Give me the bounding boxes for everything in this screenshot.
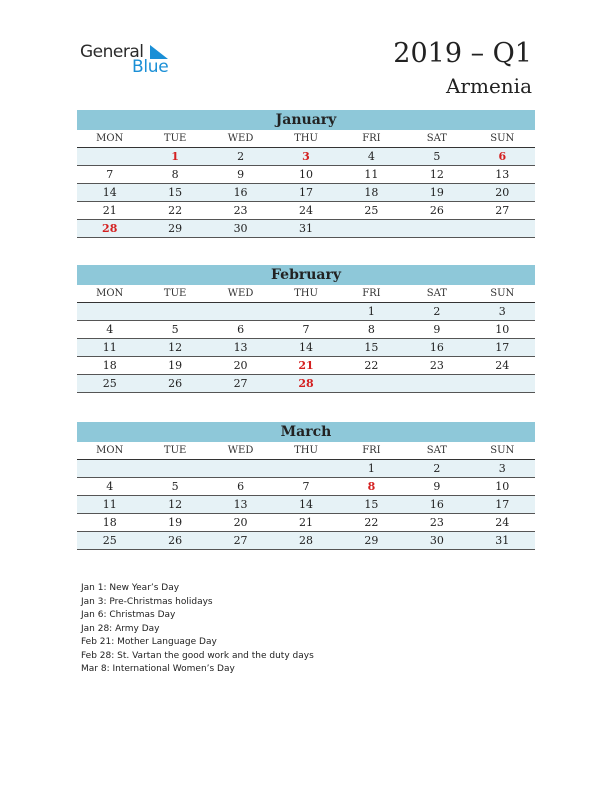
logo-text-blue: Blue xyxy=(132,57,169,77)
date-cell: 27 xyxy=(233,534,248,547)
week-row xyxy=(77,460,535,478)
date-cell: 16 xyxy=(429,341,444,354)
date-cell: 27 xyxy=(233,377,248,390)
empty-date-cell xyxy=(142,460,207,477)
date-cell: 14 xyxy=(298,498,313,511)
date-cell: 9 xyxy=(433,480,441,493)
week-row xyxy=(77,532,535,550)
weekday-label: SUN xyxy=(490,288,515,299)
weekday-label: FRI xyxy=(362,133,381,144)
empty-date-cell xyxy=(77,460,142,477)
weekday-label: TUE xyxy=(163,133,187,144)
date-cell: 20 xyxy=(233,359,248,372)
weekday-label: SUN xyxy=(490,133,515,144)
date-cell: 30 xyxy=(233,222,248,235)
empty-date-cell xyxy=(404,220,469,237)
date-cell: 23 xyxy=(233,204,248,217)
week-row xyxy=(77,184,535,202)
month-title: February xyxy=(77,265,535,285)
empty-date-cell xyxy=(77,303,142,320)
holiday-note: Feb 21: Mother Language Day xyxy=(81,637,217,647)
date-cell: 19 xyxy=(168,516,183,529)
date-cell: 26 xyxy=(168,534,183,547)
page-title: 2019 – Q1 xyxy=(393,38,532,69)
date-cell: 18 xyxy=(102,359,117,372)
date-cell: 1 xyxy=(367,305,375,318)
date-cell: 9 xyxy=(433,323,441,336)
holiday-notes xyxy=(81,582,314,677)
date-cell: 25 xyxy=(102,377,117,390)
date-cell: 22 xyxy=(364,516,379,529)
date-cell: 29 xyxy=(168,222,183,235)
week-row xyxy=(77,339,535,357)
logo-text-general: General xyxy=(80,42,144,62)
date-cell: 13 xyxy=(233,341,248,354)
date-cell: 17 xyxy=(298,186,313,199)
date-cell: 4 xyxy=(106,480,114,493)
date-cell: 26 xyxy=(168,377,183,390)
date-cell: 7 xyxy=(106,168,114,181)
date-cell: 20 xyxy=(495,186,510,199)
empty-date-cell xyxy=(339,375,404,392)
holiday-note: Jan 1: New Year’s Day xyxy=(81,583,180,593)
date-cell: 2 xyxy=(433,462,441,475)
date-cell: 19 xyxy=(168,359,183,372)
date-cell: 6 xyxy=(237,480,245,493)
week-row xyxy=(77,357,535,375)
week-row xyxy=(77,478,535,496)
date-cell: 21 xyxy=(298,516,313,529)
date-cell: 10 xyxy=(495,480,510,493)
weekday-label: MON xyxy=(96,445,124,456)
date-cell: 16 xyxy=(233,186,248,199)
holiday-note: Feb 28: St. Vartan the good work and the duty days xyxy=(81,650,314,661)
holiday-date-cell: 3 xyxy=(302,150,310,163)
date-cell: 3 xyxy=(498,305,506,318)
weekday-label: SAT xyxy=(426,445,447,456)
date-cell: 11 xyxy=(364,168,379,181)
date-cell: 20 xyxy=(233,516,248,529)
date-cell: 12 xyxy=(168,341,183,354)
empty-date-cell xyxy=(404,375,469,392)
date-cell: 25 xyxy=(102,534,117,547)
weekday-label: TUE xyxy=(163,445,187,456)
holiday-date-cell: 1 xyxy=(171,150,179,163)
date-cell: 11 xyxy=(102,341,117,354)
empty-date-cell xyxy=(470,220,535,237)
date-cell: 23 xyxy=(429,516,444,529)
date-cell: 9 xyxy=(237,168,245,181)
date-cell: 5 xyxy=(171,480,179,493)
date-cell: 21 xyxy=(102,204,117,217)
week-row xyxy=(77,148,535,166)
month-february xyxy=(77,265,535,393)
weekday-label: WED xyxy=(227,445,254,456)
month-title: March xyxy=(77,422,535,442)
weekday-label: THU xyxy=(294,445,318,456)
date-cell: 15 xyxy=(168,186,183,199)
date-cell: 18 xyxy=(102,516,117,529)
date-cell: 31 xyxy=(495,534,510,547)
date-cell: 5 xyxy=(171,323,179,336)
empty-date-cell xyxy=(208,460,273,477)
brand-logo xyxy=(80,42,180,78)
date-cell: 29 xyxy=(364,534,379,547)
holiday-note: Jan 6: Christmas Day xyxy=(81,610,176,620)
date-cell: 17 xyxy=(495,341,510,354)
week-row xyxy=(77,375,535,393)
weekday-label: SAT xyxy=(426,288,447,299)
date-cell: 22 xyxy=(364,359,379,372)
empty-date-cell xyxy=(470,375,535,392)
date-cell: 27 xyxy=(495,204,510,217)
month-title: January xyxy=(77,110,535,130)
date-cell: 8 xyxy=(367,323,375,336)
date-cell: 5 xyxy=(433,150,441,163)
holiday-date-cell: 8 xyxy=(367,480,376,493)
weekday-label: THU xyxy=(294,133,318,144)
date-cell: 2 xyxy=(433,305,441,318)
holiday-date-cell: 28 xyxy=(298,377,314,390)
date-cell: 23 xyxy=(429,359,444,372)
date-cell: 2 xyxy=(237,150,245,163)
date-cell: 16 xyxy=(429,498,444,511)
week-row xyxy=(77,166,535,184)
weekday-label: MON xyxy=(96,288,124,299)
date-cell: 4 xyxy=(106,323,114,336)
date-cell: 1 xyxy=(367,462,375,475)
weekday-label: WED xyxy=(227,288,254,299)
week-row xyxy=(77,303,535,321)
holiday-note: Mar 8: International Women’s Day xyxy=(81,664,235,674)
country-name: Armenia xyxy=(445,74,532,98)
empty-date-cell xyxy=(273,303,338,320)
empty-date-cell xyxy=(339,220,404,237)
empty-date-cell xyxy=(142,303,207,320)
weekday-label: THU xyxy=(294,288,318,299)
date-cell: 28 xyxy=(298,534,313,547)
date-cell: 15 xyxy=(364,341,379,354)
holiday-date-cell: 21 xyxy=(298,359,314,372)
date-cell: 7 xyxy=(302,480,310,493)
empty-date-cell xyxy=(77,148,142,165)
date-cell: 30 xyxy=(429,534,444,547)
holiday-date-cell: 28 xyxy=(102,222,118,235)
date-cell: 17 xyxy=(495,498,510,511)
holiday-note: Jan 3: Pre-Christmas holidays xyxy=(81,596,213,607)
weekday-label: SUN xyxy=(490,445,515,456)
date-cell: 3 xyxy=(498,462,506,475)
month-january xyxy=(77,110,535,238)
week-row xyxy=(77,202,535,220)
weekday-header-row xyxy=(77,285,535,303)
date-cell: 12 xyxy=(168,498,183,511)
week-row xyxy=(77,514,535,532)
week-row xyxy=(77,496,535,514)
date-cell: 13 xyxy=(495,168,510,181)
date-cell: 22 xyxy=(168,204,183,217)
date-cell: 7 xyxy=(302,323,310,336)
weekday-label: FRI xyxy=(362,288,381,299)
date-cell: 11 xyxy=(102,498,117,511)
date-cell: 6 xyxy=(237,323,245,336)
weekday-label: SAT xyxy=(426,133,447,144)
holiday-note: Jan 28: Army Day xyxy=(81,623,160,634)
month-march xyxy=(77,422,535,550)
date-cell: 8 xyxy=(171,168,179,181)
weekday-label: MON xyxy=(96,133,124,144)
date-cell: 15 xyxy=(364,498,379,511)
week-row xyxy=(77,220,535,238)
date-cell: 26 xyxy=(429,204,444,217)
holiday-date-cell: 6 xyxy=(498,150,507,163)
week-row xyxy=(77,321,535,339)
weekday-header-row xyxy=(77,130,535,148)
empty-date-cell xyxy=(208,303,273,320)
date-cell: 24 xyxy=(298,204,313,217)
weekday-label: TUE xyxy=(163,288,187,299)
date-cell: 10 xyxy=(495,323,510,336)
date-cell: 14 xyxy=(102,186,117,199)
date-cell: 19 xyxy=(429,186,444,199)
date-cell: 18 xyxy=(364,186,379,199)
date-cell: 25 xyxy=(364,204,379,217)
empty-date-cell xyxy=(273,460,338,477)
date-cell: 4 xyxy=(367,150,375,163)
date-cell: 24 xyxy=(495,516,510,529)
date-cell: 24 xyxy=(495,359,510,372)
date-cell: 10 xyxy=(298,168,313,181)
date-cell: 13 xyxy=(233,498,248,511)
weekday-label: FRI xyxy=(362,445,381,456)
date-cell: 31 xyxy=(298,222,313,235)
date-cell: 12 xyxy=(429,168,444,181)
weekday-header-row xyxy=(77,442,535,460)
weekday-label: WED xyxy=(227,133,254,144)
date-cell: 14 xyxy=(298,341,313,354)
